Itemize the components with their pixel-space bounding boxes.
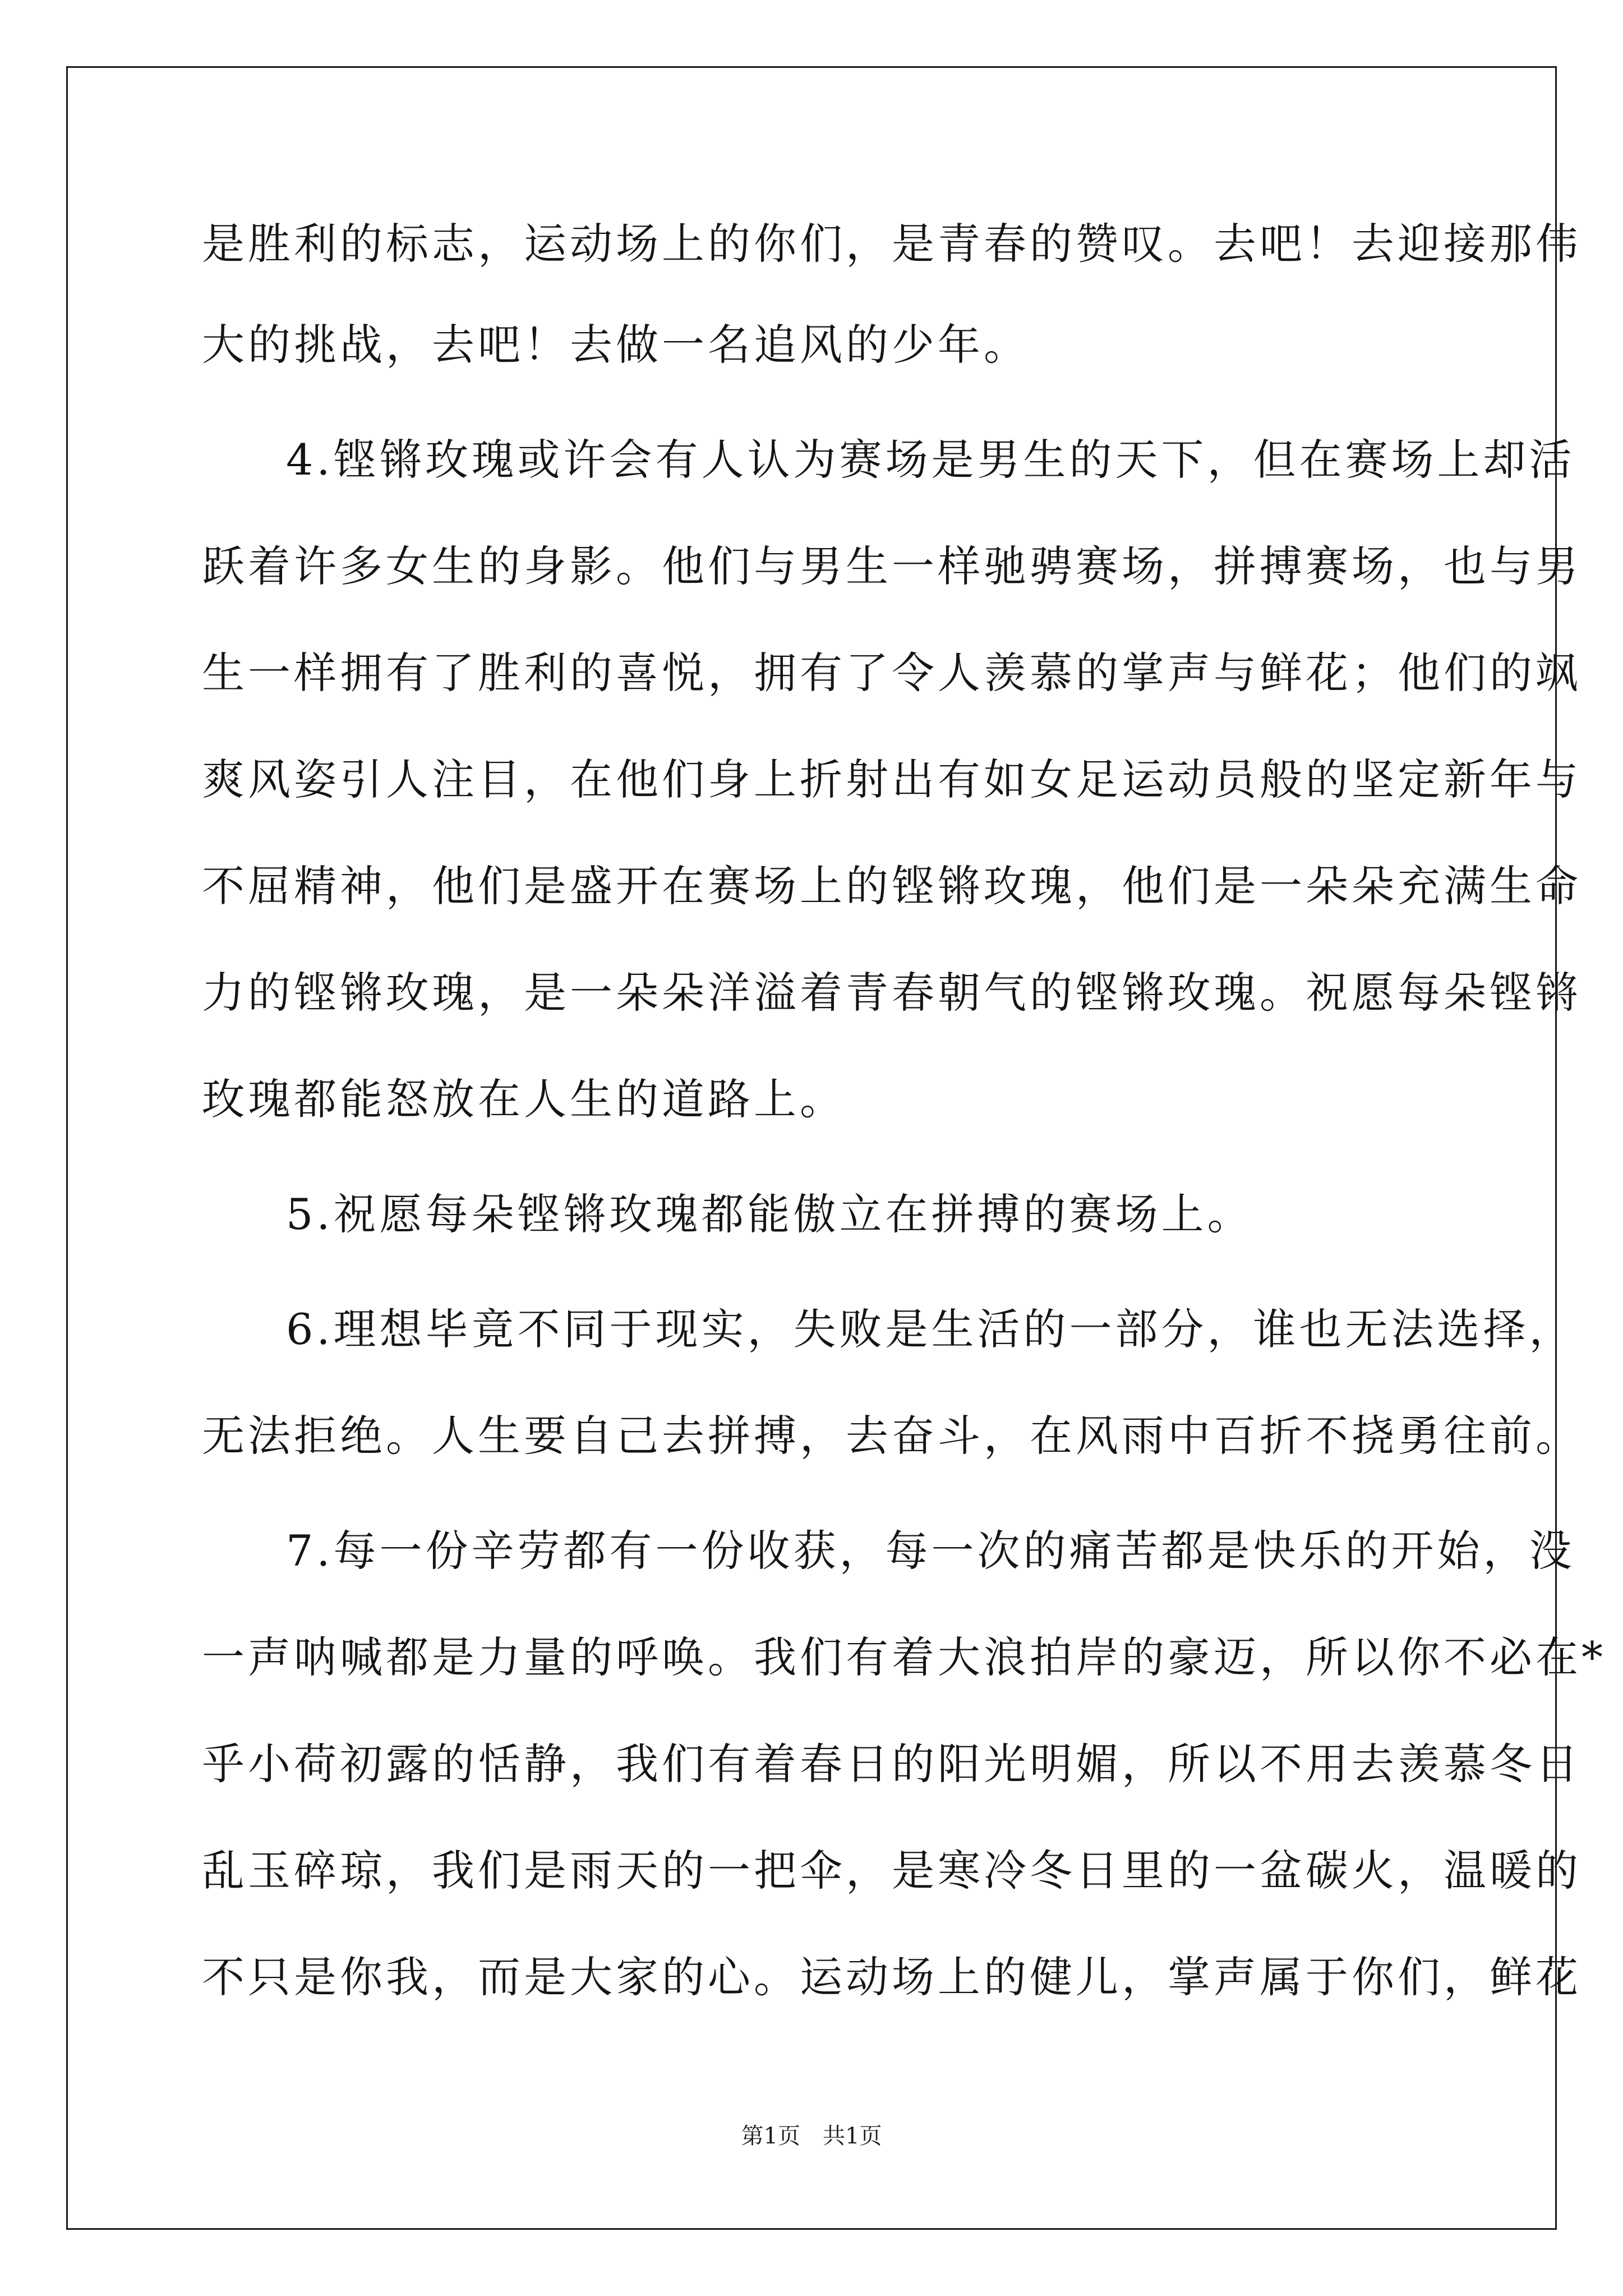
- text-line: 不只是你我，而是大家的心。运动场上的健儿，掌声属于你们，鲜花: [202, 1952, 1581, 2002]
- text-line: 跃着许多女生的身影。他们与男生一样驰骋赛场，拼搏赛场，也与男: [202, 541, 1581, 591]
- text-line: 乱玉碎琼，我们是雨天的一把伞，是寒冷冬日里的一盆碳火，温暖的: [202, 1846, 1581, 1895]
- text-line: 玫瑰都能怒放在人生的道路上。: [202, 1074, 846, 1124]
- text-line: 是胜利的标志，运动场上的你们，是青春的赞叹。去吧！去迎接那伟: [202, 219, 1581, 269]
- text-line: 无法拒绝。人生要自己去拼搏，去奋斗，在风雨中百折不挠勇往前。: [202, 1411, 1581, 1461]
- text-line: 5.祝愿每朵铿锵玫瑰都能傲立在拼搏的赛场上。: [286, 1189, 1253, 1239]
- text-line: 7.每一份辛劳都有一份收获，每一次的痛苦都是快乐的开始，没: [286, 1526, 1575, 1576]
- text-line: 6.理想毕竟不同于现实，失败是生活的一部分，谁也无法选择，: [286, 1304, 1575, 1354]
- text-line: 力的铿锵玫瑰，是一朵朵洋溢着青春朝气的铿锵玫瑰。祝愿每朵铿锵: [202, 968, 1581, 1018]
- page-number-footer: 第1页 共1页: [741, 2123, 882, 2149]
- text-line: 生一样拥有了胜利的喜悦，拥有了令人羡慕的掌声与鲜花；他们的飒: [202, 648, 1581, 698]
- text-line: 一声呐喊都是力量的呼唤。我们有着大浪拍岸的豪迈，所以你不必在*: [202, 1632, 1606, 1682]
- text-line: 4.铿锵玫瑰或许会有人认为赛场是男生的天下，但在赛场上却活: [286, 435, 1575, 485]
- text-line: 爽风姿引人注目，在他们身上折射出有如女足运动员般的坚定新年与: [202, 754, 1581, 804]
- text-line: 大的挑战，去吧！去做一名追风的少年。: [202, 320, 1030, 370]
- text-line: 乎小荷初露的恬静，我们有着春日的阳光明媚，所以不用去羡慕冬日: [202, 1739, 1581, 1789]
- text-line: 不屈精神，他们是盛开在赛场上的铿锵玫瑰，他们是一朵朵充满生命: [202, 861, 1581, 911]
- page-border: [66, 66, 1606, 2230]
